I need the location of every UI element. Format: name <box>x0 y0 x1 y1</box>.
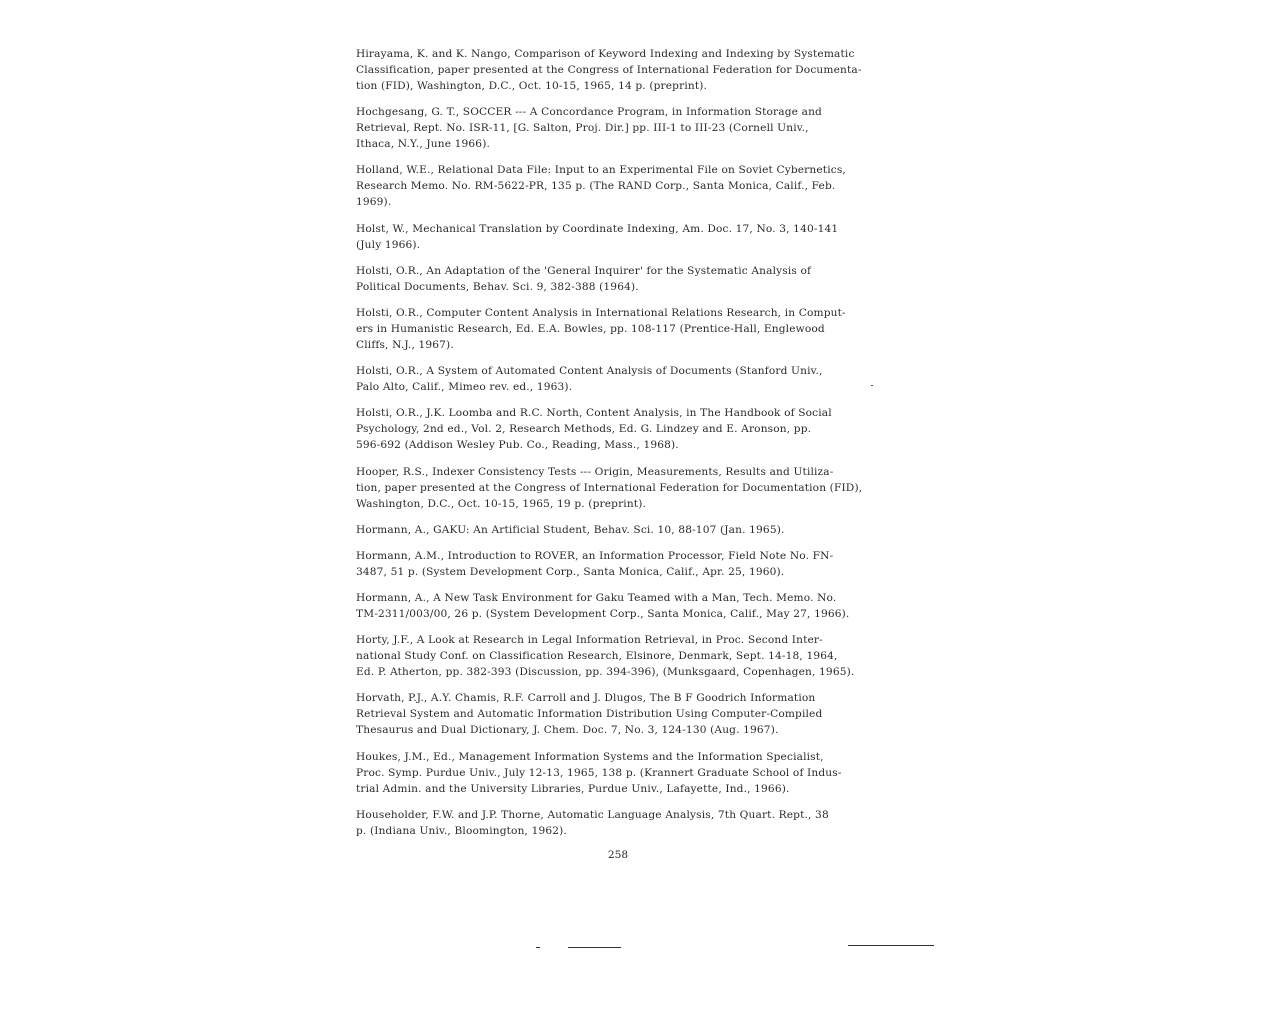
reference-line: Hormann, A.M., Introduction to ROVER, an Information Processor, Field Note No. FN- <box>356 549 834 562</box>
reference-entry <box>356 46 874 94</box>
reference-line: Thesaurus and Dual Dictionary, J. Chem. Doc. 7, No. 3, 124-130 (Aug. 1967). <box>356 724 779 737</box>
scan-rule-left <box>568 947 621 948</box>
reference-line: 3487, 51 p. (System Development Corp., Santa Monica, Calif., Apr. 25, 1960). <box>356 565 785 578</box>
reference-line: Holsti, O.R., An Adaptation of the 'General Inquirer' for the Systematic Analysis of <box>356 264 812 277</box>
reference-line: Retrieval, Rept. No. ISR-11, [G. Salton, Proj. Dir.] pp. III-1 to III-23 (Cornell Univ., <box>356 122 809 135</box>
reference-list <box>356 46 874 849</box>
reference-line: national Study Conf. on Classification Research, Elsinore, Denmark, Sept. 14-18, 1964, <box>356 650 838 663</box>
reference-line: Classification, paper presented at the Congress of International Federation for Documenta- <box>356 64 862 76</box>
reference-line: Hirayama, K. and K. Nango, Comparison of Keyword Indexing and Indexing by Systematic <box>356 48 855 60</box>
reference-line: Holsti, O.R., Computer Content Analysis in International Relations Research, in Comput- <box>356 306 846 319</box>
reference-line: TM-2311/003/00, 26 p. (System Development Corp., Santa Monica, Calif., May 27, 1966). <box>356 608 850 621</box>
reference-entry <box>356 749 874 797</box>
reference-line: Holsti, O.R., A System of Automated Content Analysis of Documents (Stanford Univ., <box>356 365 823 378</box>
reference-line: Proc. Symp. Purdue Univ., July 12-13, 1965, 138 p. (Krannert Graduate School of Indus- <box>356 766 842 779</box>
reference-line: Research Memo. No. RM-5622-PR, 135 p. (The RAND Corp., Santa Monica, Calif., Feb. <box>356 180 836 193</box>
reference-line: Hormann, A., GAKU: An Artificial Student, Behav. Sci. 10, 88-107 (Jan. 1965). <box>356 523 785 536</box>
reference-entry <box>356 807 874 839</box>
reference-entry <box>356 363 874 395</box>
scan-mark <box>871 385 873 386</box>
reference-line: Palo Alto, Calif., Mimeo rev. ed., 1963). <box>356 381 573 394</box>
reference-line: 596-692 (Addison Wesley Pub. Co., Reading, Mass., 1968). <box>356 439 679 452</box>
reference-line: tion (FID), Washington, D.C., Oct. 10-15, 1965, 14 p. (preprint). <box>356 80 708 92</box>
reference-entry <box>356 305 874 353</box>
reference-line: (July 1966). <box>356 238 421 251</box>
reference-line: Ithaca, N.Y., June 1966). <box>356 138 490 151</box>
reference-line: 1969). <box>356 196 392 209</box>
reference-line: tion, paper presented at the Congress of International Federation for Documentation (FID), <box>356 481 863 494</box>
reference-entry <box>356 632 874 680</box>
reference-line: trial Admin. and the University Libraries, Purdue Univ., Lafayette, Ind., 1966). <box>356 782 790 795</box>
reference-entry <box>356 548 874 580</box>
reference-line: Horvath, P.J., A.Y. Chamis, R.F. Carroll and J. Dlugos, The B F Goodrich Information <box>356 692 816 705</box>
scan-rule-right <box>848 945 934 946</box>
reference-line: Hochgesang, G. T., SOCCER --- A Concordance Program, in Information Storage and <box>356 106 822 119</box>
reference-line: Political Documents, Behav. Sci. 9, 382-388 (1964). <box>356 280 639 293</box>
reference-line: Hooper, R.S., Indexer Consistency Tests --- Origin, Measurements, Results and Utiliza- <box>356 465 834 478</box>
reference-line: Horty, J.F., A Look at Research in Legal Information Retrieval, in Proc. Second Inter- <box>356 634 823 647</box>
reference-entry <box>356 405 874 453</box>
reference-line: p. (Indiana Univ., Bloomington, 1962). <box>356 824 567 837</box>
reference-entry <box>356 263 874 295</box>
scan-rule-left-short <box>536 947 540 948</box>
reference-entry <box>356 690 874 738</box>
reference-line: ers in Humanistic Research, Ed. E.A. Bowles, pp. 108-117 (Prentice-Hall, Englewood <box>356 322 825 335</box>
reference-line: Holsti, O.R., J.K. Loomba and R.C. North, Content Analysis, in The Handbook of Social <box>356 407 832 420</box>
reference-line: Ed. P. Atherton, pp. 382-393 (Discussion, pp. 394-396), (Munksgaard, Copenhagen, 1965). <box>356 666 855 679</box>
reference-entry <box>356 162 874 210</box>
reference-line: Cliffs, N.J., 1967). <box>356 338 454 351</box>
reference-line: Hormann, A., A New Task Environment for Gaku Teamed with a Man, Tech. Memo. No. <box>356 592 837 605</box>
reference-entry <box>356 464 874 512</box>
reference-line: Holland, W.E., Relational Data File: Input to an Experimental File on Soviet Cybernetics, <box>356 164 846 177</box>
reference-line: Retrieval System and Automatic Information Distribution Using Computer-Compiled <box>356 708 823 721</box>
reference-entry <box>356 104 874 152</box>
reference-entry <box>356 221 874 253</box>
reference-line: Washington, D.C., Oct. 10-15, 1965, 19 p. (preprint). <box>356 497 646 510</box>
page-number: 258 <box>607 849 629 861</box>
reference-line: Psychology, 2nd ed., Vol. 2, Research Methods, Ed. G. Lindzey and E. Aronson, pp. <box>356 423 812 436</box>
reference-line: Householder, F.W. and J.P. Thorne, Automatic Language Analysis, 7th Quart. Rept., 38 <box>356 808 829 821</box>
reference-line: Houkes, J.M., Ed., Management Information Systems and the Information Specialist, <box>356 750 824 763</box>
reference-line: Holst, W., Mechanical Translation by Coordinate Indexing, Am. Doc. 17, No. 3, 140-141 <box>356 222 839 235</box>
reference-entry <box>356 590 874 622</box>
reference-entry <box>356 522 874 538</box>
